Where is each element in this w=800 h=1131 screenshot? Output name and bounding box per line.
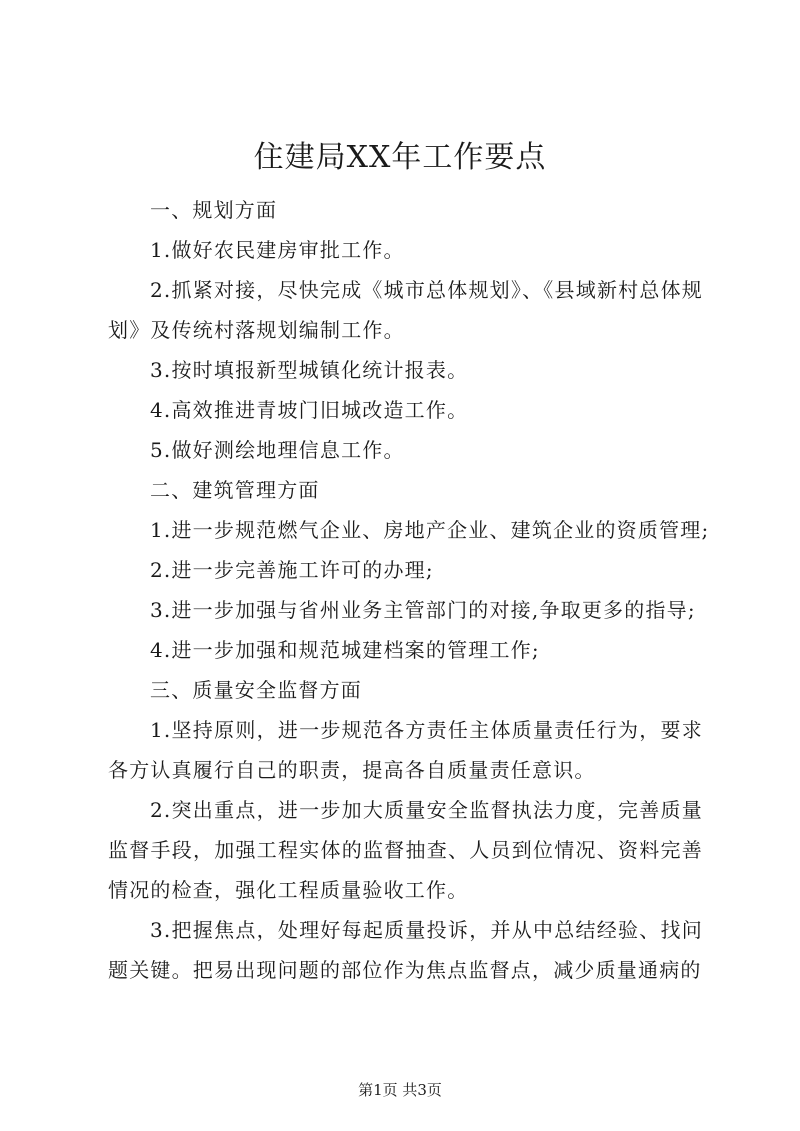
- list-item: 2.抓紧对接，尽快完成《城市总体规划》、《县域新村总体规划》及传统村落规划编制工作。: [108, 278, 703, 342]
- list-item: 2.进一步完善施工许可的办理;: [150, 558, 434, 582]
- list-item: 2.突出重点，进一步加大质量安全监督执法力度，完善质量监督手段，加强工程实体的监督抽查、人员到位情况、资料完善情况的检查，强化工程质量验收工作。: [108, 798, 703, 902]
- page-number: 第1页 共3页: [358, 1081, 442, 1099]
- document-body: [108, 190, 710, 990]
- section-heading-quality-safety: 三、质量安全监督方面: [150, 678, 362, 702]
- document-title: 住建局XX年工作要点: [253, 140, 547, 175]
- list-item: 1.进一步规范燃气企业、房地产企业、建筑企业的资质管理;: [150, 518, 710, 542]
- list-item: 3.按时填报新型城镇化统计报表。: [150, 358, 469, 382]
- section-heading-planning: 一、规划方面: [150, 198, 278, 222]
- section-heading-construction: 二、建筑管理方面: [150, 478, 320, 502]
- list-item: 4.进一步加强和规范城建档案的管理工作;: [150, 638, 540, 662]
- list-item: 4.高效推进青坡门旧城改造工作。: [150, 398, 469, 422]
- list-item: 3.把握焦点，处理好每起质量投诉，并从中总结经验、找问题关键。把易出现问题的部位作为焦点监督点，减少质量通病的: [108, 918, 703, 982]
- list-item: 1.坚持原则，进一步规范各方责任主体质量责任行为，要求各方认真履行自己的职责，提高各自质量责任意识。: [108, 718, 703, 782]
- list-item: 5.做好测绘地理信息工作。: [150, 438, 405, 462]
- list-item: 3.进一步加强与省州业务主管部门的对接,争取更多的指导;: [150, 598, 696, 622]
- list-item: 1.做好农民建房审批工作。: [150, 238, 405, 262]
